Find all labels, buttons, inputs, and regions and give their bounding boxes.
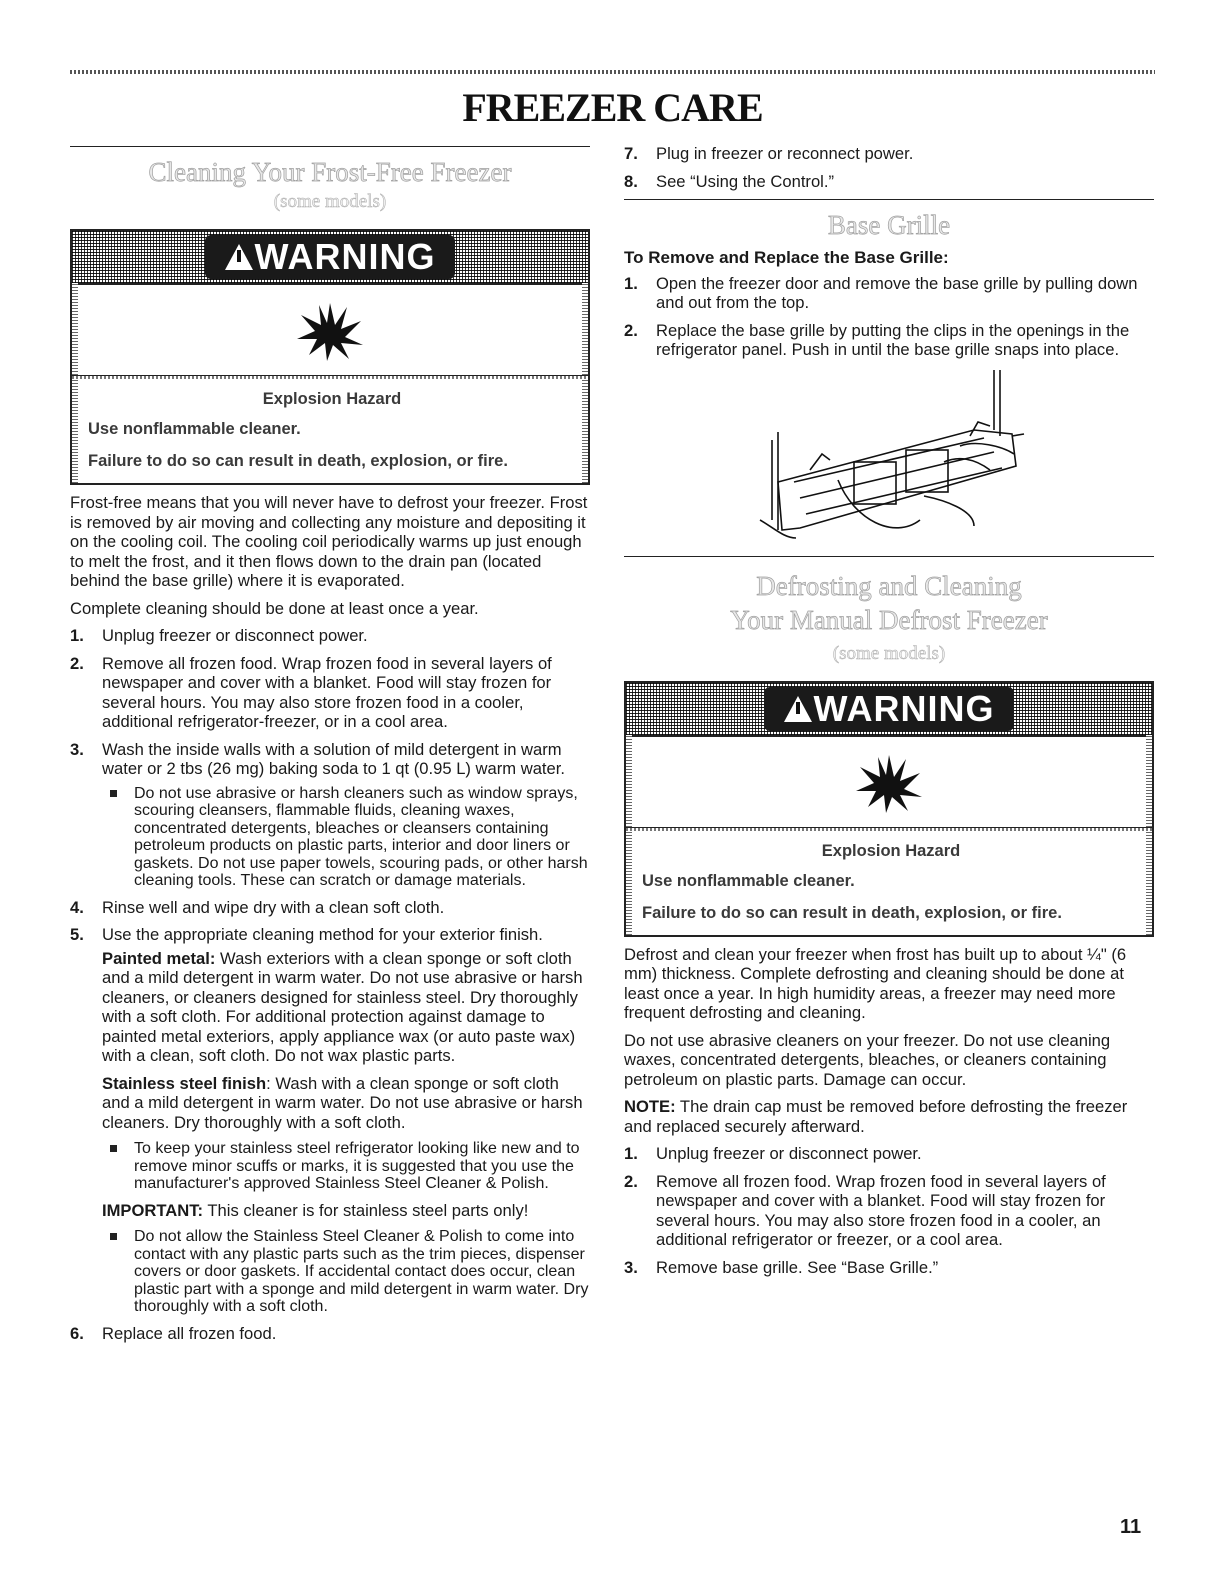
- bullet-square-icon: [110, 790, 117, 797]
- step-item: 7. Plug in freezer or reconnect power.: [624, 144, 914, 163]
- warning-banner: [72, 231, 588, 285]
- painted-metal-paragraph: Painted metal: Wash exteriors with a clean sponge or soft cloth and a mild detergent in warm water. Do not use abrasive or harsh cleaners, or cleaners designed for stainless steel. Dry thoroughly with a soft cloth. For additional protection against damage to painted metal exteriors, apply appliance wax (or auto paste wax) with a clean, soft cloth. Do not wax plastic parts.: [102, 948, 583, 1065]
- section-subtitle: (some models): [832, 642, 946, 664]
- page-number: 11: [1120, 1516, 1142, 1538]
- section-title-defrost-1: Defrosting and Cleaning: [756, 570, 1022, 601]
- bullet-item: Do not allow the Stainless Steel Cleaner & Polish to come into contact with any plastic parts such as the trim pieces, dispenser covers or door gaskets. If accidental contact does occur, clean plastic part with a sponge and mild detergent in warm water. Dry thoroughly with a soft cloth.: [102, 1228, 590, 1316]
- step-item: 2. Remove all frozen food. Wrap frozen food in several layers of newspaper and cover with a blanket. Food will stay frozen for several hours. You may also store frozen food in a cooler, an additional refrigerator or freezer, or a cool area.: [624, 1171, 1106, 1249]
- warning-label: WARNING: [764, 687, 1014, 731]
- step-item: 4. Rinse well and wipe dry with a clean soft cloth.: [70, 897, 445, 917]
- warning-box: [624, 681, 1154, 937]
- page-title: FREEZER CARE: [462, 85, 763, 130]
- warning-line-1: Use nonflammable cleaner.: [88, 420, 301, 438]
- step-item: 2. Remove all frozen food. Wrap frozen food in several layers of newspaper and cover with a blanket. Food will stay frozen for several hours. You may also store frozen food in a cooler, additional refrigerator-freezer, or in a cool area.: [70, 653, 552, 731]
- explosion-icon-area: [626, 737, 1152, 829]
- step-item: 3. Remove base grille. See “Base Grille.”: [624, 1257, 939, 1277]
- step-item: 1. Open the freezer door and remove the base grille by pulling down and out from the top.: [624, 273, 1138, 312]
- left-column: [70, 146, 590, 1351]
- base-grille-drawing-icon: [624, 370, 1154, 546]
- step-item: 1. Unplug freezer or disconnect power.: [70, 626, 368, 645]
- cleaning-steps-continued: [624, 144, 1154, 191]
- bullet-item: To keep your stainless steel refrigerator looking like new and to remove minor scuffs or marks, it is suggested that you use the manufacturer's approved Stainless Steel Cleaner & Polish.: [102, 1140, 590, 1193]
- warning-hazard: Explosion Hazard: [262, 390, 402, 408]
- warning-line-1: Use nonflammable cleaner.: [642, 871, 855, 890]
- warning-body: [626, 829, 1152, 935]
- step-item: 8. See “Using the Control.”: [624, 171, 835, 191]
- bullet-square-icon: [110, 1233, 117, 1240]
- section-rule: [624, 199, 1154, 200]
- section-title-defrost-2: Your Manual Defrost Freezer: [730, 604, 1048, 635]
- defrost-paragraph-1: Defrost and clean your freezer when frost has built up to about ¼" (6 mm) thickness. Complete defrosting and cleaning should be done at least once a year. In high humidity areas, a freezer may need more frequent defrosting and cleaning.: [624, 944, 1127, 1022]
- step-item: 6. Replace all frozen food.: [70, 1323, 277, 1343]
- warning-triangle-icon: [784, 696, 812, 722]
- step-item: 5. Use the appropriate cleaning method for your exterior finish. Painted metal: Wash exteriors with a clean sponge or soft cloth and a mild detergent in warm water. Do not use abrasive or harsh cleaners, or cleaners designed for stainless steel. Dry thoroughly with a soft cloth. For additional protection against damage to painted metal exteriors, apply appliance wax (or auto paste wax) with a clean, soft cloth. Do not wax plastic parts. Stainless steel finish: Wash with a clean sponge or soft cloth and a mild detergent in warm water. Do not use abrasive or harsh cleaners. Dry thoroughly with a soft cloth. To keep your stainless steel refrigerator looking like new and to remove minor scuffs or marks, it is suggested that you use the manufacturer's approved Stainless Steel Cleaner & Polish. IMPORTANT: This cleaner is for stainless steel parts only! Do not allow the Stainless Steel Cleaner & Polish to come into contact with any plastic parts such as the trim pieces, dispenser covers or door gaskets. If accidental contact does occur, clean plastic part with a sponge and mild detergent in warm water. Dry thoroughly with a soft cloth.: [70, 925, 589, 1315]
- step-item: 2. Replace the base grille by putting the clips in the openings in the refrigerator panel. Push in until the base grille snaps into place.: [624, 320, 1130, 359]
- right-column: [624, 144, 1154, 1285]
- stainless-paragraph: Stainless steel finish: Wash with a clean sponge or soft cloth and a mild detergent in warm water. Do not use abrasive or harsh cleaners. Dry thoroughly with a soft cloth.: [102, 1073, 583, 1132]
- base-grille-illustration: [624, 370, 1154, 546]
- warning-hazard: Explosion Hazard: [821, 841, 961, 860]
- step-item: 1. Unplug freezer or disconnect power.: [624, 1144, 922, 1163]
- top-dotted-rule: [70, 70, 1155, 74]
- defrost-steps: [624, 1144, 1154, 1277]
- note-paragraph: NOTE: The drain cap must be removed before defrosting the freezer and replaced securely afterward.: [624, 1097, 1128, 1136]
- warning-line-2: Failure to do so can result in death, explosion, or fire.: [88, 452, 508, 470]
- defrost-paragraph-2: Do not use abrasive cleaners on your freezer. Do not use cleaning waxes, concentrated detergents, bleaches, or cleaners containing petroleum on plastic parts. Damage can occur.: [624, 1030, 1111, 1089]
- bullet-item: Do not use abrasive or harsh cleaners such as window sprays, scouring cleansers, flammable fluids, cleaning waxes, concentrated detergents, bleaches or cleansers containing petroleum products on plastic parts, interior and door liners or gaskets. Do not use paper towels, scouring pads, or other harsh cleaning tools. These can scratch or damage materials.: [102, 785, 590, 890]
- warning-label: WARNING: [205, 235, 455, 279]
- explosion-icon-area: [72, 285, 588, 377]
- warning-body: [72, 377, 588, 483]
- explosion-icon: [854, 751, 924, 813]
- intro-paragraph: Frost-free means that you will never have to defrost your freezer. Frost is removed by air moving and collecting any moisture and depositing it on the cooling coil. The cooling coil periodically warms up just enough to melt the frost, and it then flows down to the drain pan (located behind the base grille) where it is evaporated.: [70, 493, 588, 590]
- section-title-base-grille: Base Grille: [827, 210, 951, 240]
- section-rule: [624, 556, 1154, 557]
- warning-triangle-icon: [225, 244, 253, 270]
- warning-box: [70, 229, 590, 485]
- explosion-icon: [295, 299, 365, 361]
- grille-subheading: To Remove and Replace the Base Grille:: [624, 248, 949, 267]
- step-item: 3. Wash the inside walls with a solution of mild detergent in warm water or 2 tbs (26 mg) baking soda to 1 qt (0.95 L) warm water. Do not use abrasive or harsh cleaners such as window sprays, scouring cleansers, flammable fluids, cleaning waxes, concentrated detergents, bleaches or cleansers containing petroleum products on plastic parts, interior and door liners or gaskets. Do not use paper towels, scouring pads, or other harsh cleaning tools. These can scratch or damage materials.: [70, 740, 590, 890]
- warning-line-2: Failure to do so can result in death, explosion, or fire.: [642, 903, 1062, 922]
- grille-steps: [624, 274, 1154, 360]
- bullet-square-icon: [110, 1145, 117, 1152]
- section-subtitle: (some models): [273, 191, 387, 212]
- important-paragraph: IMPORTANT: This cleaner is for stainless steel parts only!: [102, 1200, 529, 1220]
- section-rule: [70, 146, 590, 147]
- warning-banner: [626, 683, 1152, 737]
- section-title-frost-free: Cleaning Your Frost-Free Freezer: [148, 157, 512, 187]
- cleaning-steps: [70, 626, 590, 1343]
- intro-paragraph-2: Complete cleaning should be done at least once a year.: [70, 598, 479, 618]
